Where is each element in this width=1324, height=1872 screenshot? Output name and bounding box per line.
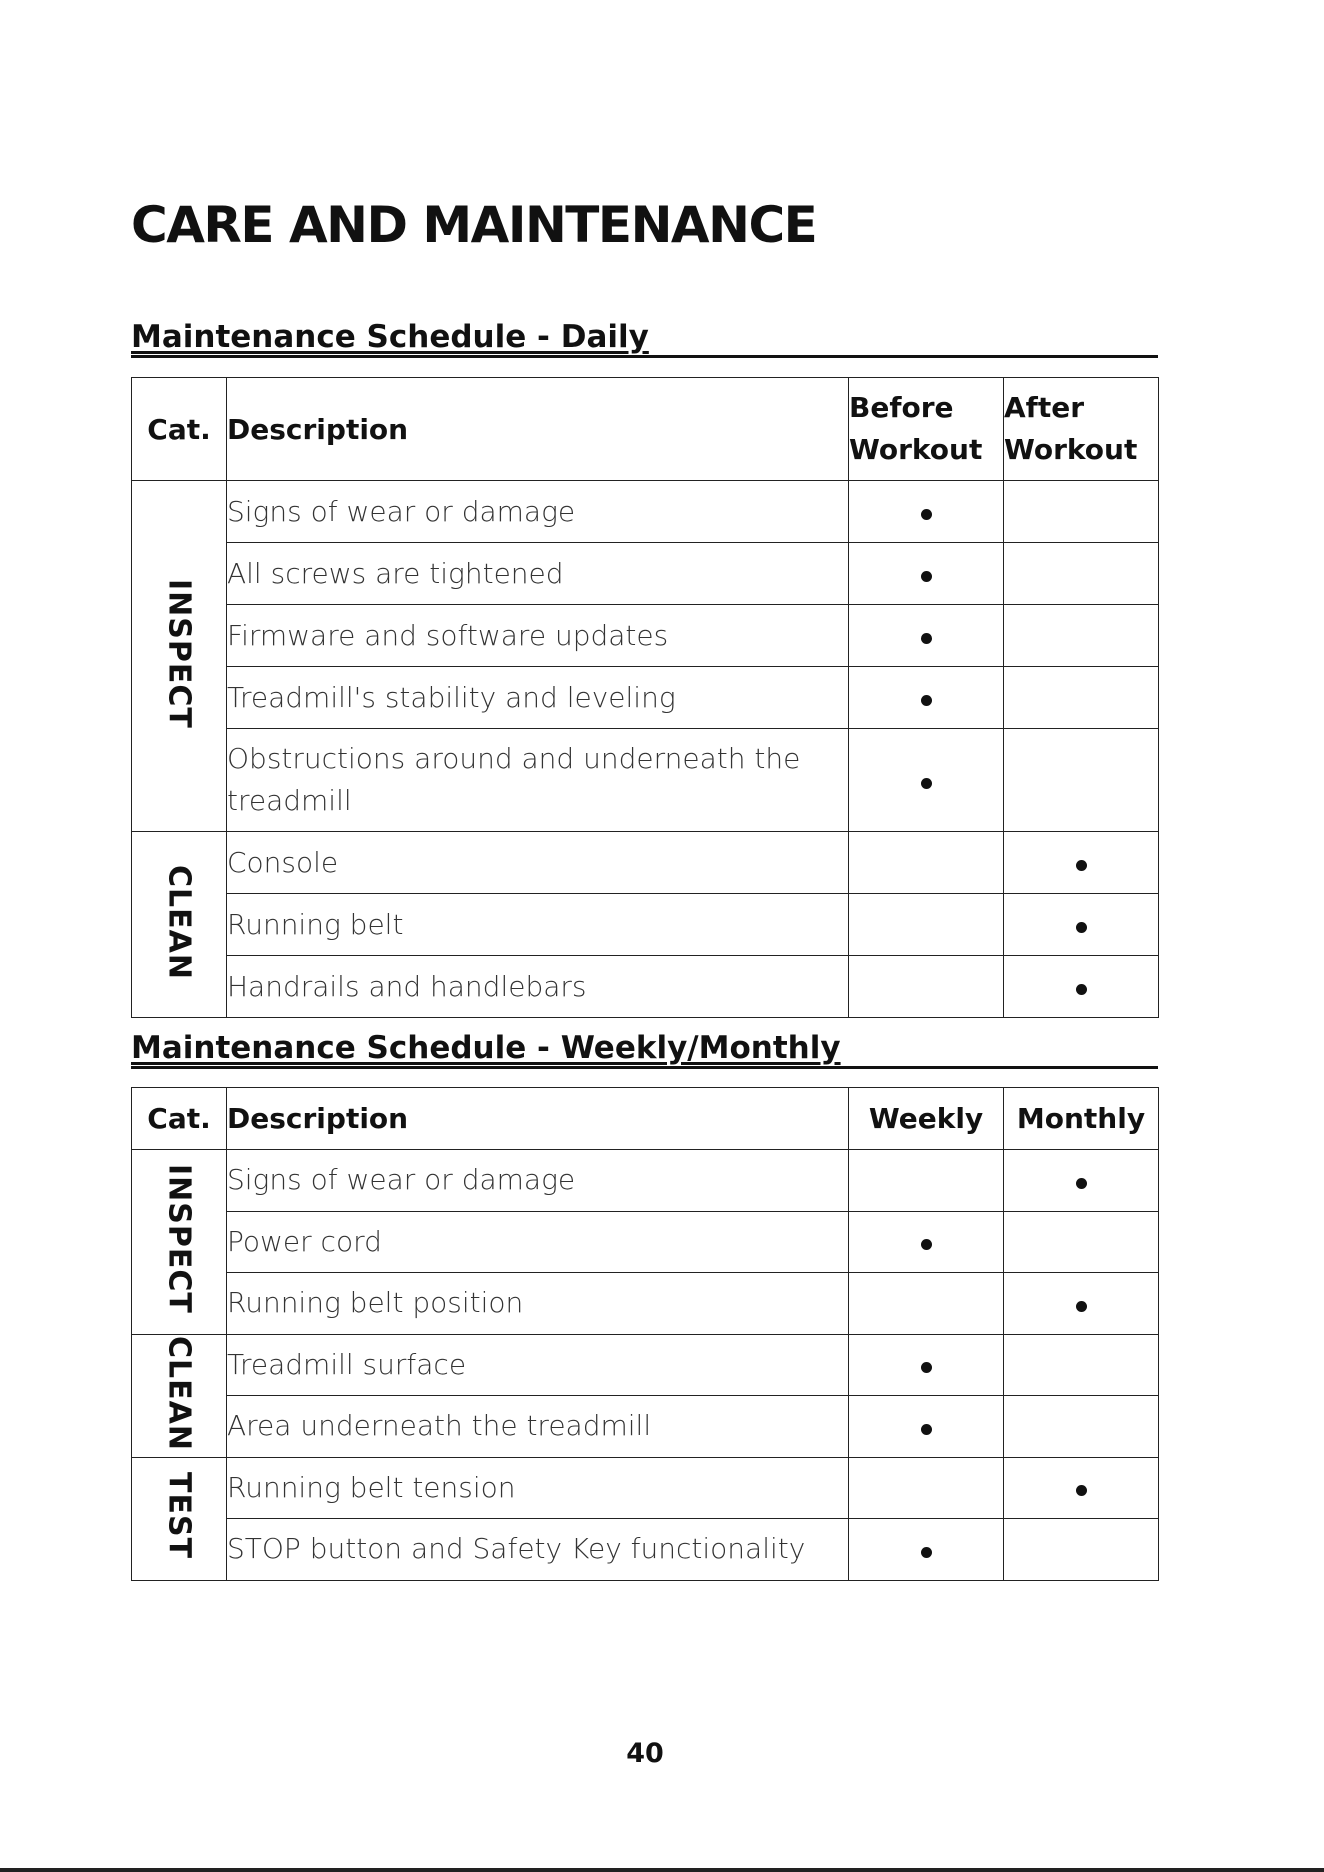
table-row: [132, 1396, 1159, 1458]
weekly-cell: [849, 1273, 1004, 1335]
bullet-icon: [921, 1424, 932, 1435]
daily-schedule-heading-text: Maintenance Schedule - Daily: [131, 319, 649, 355]
task-description: All screws are tightened: [227, 543, 849, 605]
page-number: 40: [626, 1738, 664, 1769]
bullet-icon: [1076, 1485, 1087, 1496]
monthly-cell: [1004, 1396, 1159, 1458]
table-row: [132, 605, 1159, 667]
weekly-cell: [849, 1211, 1004, 1273]
bullet-icon: [921, 1362, 932, 1373]
category-cell-clean: [132, 1334, 227, 1457]
bullet-icon: [1076, 1301, 1087, 1312]
daily-before-header-line1: Before: [849, 391, 954, 424]
table-row: [132, 1211, 1159, 1273]
task-description: Signs of wear or damage: [227, 1150, 849, 1212]
page-title: CARE AND MAINTENANCE: [131, 196, 817, 254]
before-cell: [849, 832, 1004, 894]
task-description: Firmware and software updates: [227, 605, 849, 667]
monthly-cell: [1004, 1150, 1159, 1212]
table-row: [132, 729, 1159, 832]
monthly-header: Monthly: [1004, 1088, 1159, 1150]
daily-schedule-table: [131, 377, 1159, 1018]
before-cell: [849, 543, 1004, 605]
weekly-monthly-schedule-heading-text: Maintenance Schedule - Weekly/Monthly: [131, 1030, 841, 1066]
weekly-cell: [849, 1457, 1004, 1519]
task-description: Handrails and handlebars: [227, 956, 849, 1018]
weekly-monthly-schedule-table: [131, 1087, 1159, 1581]
weekly-monthly-schedule-body: [132, 1150, 1159, 1581]
after-cell: [1004, 729, 1159, 832]
bullet-icon: [921, 1239, 932, 1250]
table-row: [132, 1519, 1159, 1581]
daily-cat-header: Cat.: [132, 378, 227, 481]
weekly-cell: [849, 1334, 1004, 1396]
before-cell: [849, 956, 1004, 1018]
bullet-icon: [921, 571, 932, 582]
daily-after-workout-header: [1004, 378, 1159, 481]
category-label: INSPECT: [161, 1164, 197, 1315]
after-cell: [1004, 894, 1159, 956]
task-description: Running belt tension: [227, 1457, 849, 1519]
weekly-monthly-schedule-heading: [131, 1030, 1158, 1069]
task-description: Console: [227, 832, 849, 894]
table-row: [132, 1457, 1159, 1519]
task-description: Area underneath the treadmill: [227, 1396, 849, 1458]
after-cell: [1004, 481, 1159, 543]
after-cell: [1004, 832, 1159, 894]
before-cell: [849, 894, 1004, 956]
daily-before-workout-header: [849, 378, 1004, 481]
daily-before-header-line2: Workout: [849, 433, 983, 466]
weekly-cell: [849, 1396, 1004, 1458]
task-description: STOP button and Safety Key functionality: [227, 1519, 849, 1581]
bullet-icon: [1076, 984, 1087, 995]
task-description: Treadmill surface: [227, 1334, 849, 1396]
task-description: Running belt position: [227, 1273, 849, 1335]
after-cell: [1004, 605, 1159, 667]
daily-description-header: Description: [227, 378, 849, 481]
weekly-header: Weekly: [849, 1088, 1004, 1150]
table-row: [132, 1273, 1159, 1335]
after-cell: [1004, 543, 1159, 605]
before-cell: [849, 605, 1004, 667]
task-description: Power cord: [227, 1211, 849, 1273]
bottom-rule: [0, 1868, 1324, 1872]
bullet-icon: [921, 509, 932, 520]
weekly-cell: [849, 1150, 1004, 1212]
bullet-icon: [921, 633, 932, 644]
table-row: [132, 667, 1159, 729]
task-description: Signs of wear or damage: [227, 481, 849, 543]
monthly-cell: [1004, 1211, 1159, 1273]
table-row: [132, 1150, 1159, 1212]
after-cell: [1004, 956, 1159, 1018]
task-description: Treadmill's stability and leveling: [227, 667, 849, 729]
weekly-monthly-description-header: Description: [227, 1088, 849, 1150]
daily-schedule-heading: [131, 319, 1158, 358]
bullet-icon: [1076, 1178, 1087, 1189]
table-row: [132, 832, 1159, 894]
before-cell: [849, 667, 1004, 729]
daily-after-header-line1: After: [1004, 391, 1085, 424]
category-cell-test: [132, 1457, 227, 1580]
monthly-cell: [1004, 1273, 1159, 1335]
table-row: [132, 1334, 1159, 1396]
monthly-cell: [1004, 1457, 1159, 1519]
table-row: [132, 956, 1159, 1018]
table-row: [132, 894, 1159, 956]
category-cell-clean: [132, 832, 227, 1018]
table-row: [132, 543, 1159, 605]
bullet-icon: [921, 695, 932, 706]
weekly-cell: [849, 1519, 1004, 1581]
weekly-monthly-header-row: [132, 1088, 1159, 1150]
monthly-cell: [1004, 1334, 1159, 1396]
category-label: TEST: [161, 1472, 197, 1560]
daily-header-row: [132, 378, 1159, 481]
task-description: Obstructions around and underneath the treadmill: [227, 729, 849, 832]
daily-schedule-body: [132, 481, 1159, 1018]
category-label: CLEAN: [161, 864, 197, 980]
daily-after-header-line2: Workout: [1004, 433, 1138, 466]
bullet-icon: [921, 778, 932, 789]
bullet-icon: [1076, 922, 1087, 933]
weekly-monthly-cat-header: Cat.: [132, 1088, 227, 1150]
bullet-icon: [1076, 860, 1087, 871]
category-cell-inspect: [132, 1150, 227, 1335]
before-cell: [849, 729, 1004, 832]
category-label: INSPECT: [161, 578, 197, 729]
category-cell-inspect: [132, 481, 227, 832]
category-label: CLEAN: [161, 1335, 197, 1451]
before-cell: [849, 481, 1004, 543]
after-cell: [1004, 667, 1159, 729]
bullet-icon: [921, 1547, 932, 1558]
task-description: Running belt: [227, 894, 849, 956]
monthly-cell: [1004, 1519, 1159, 1581]
table-row: [132, 481, 1159, 543]
